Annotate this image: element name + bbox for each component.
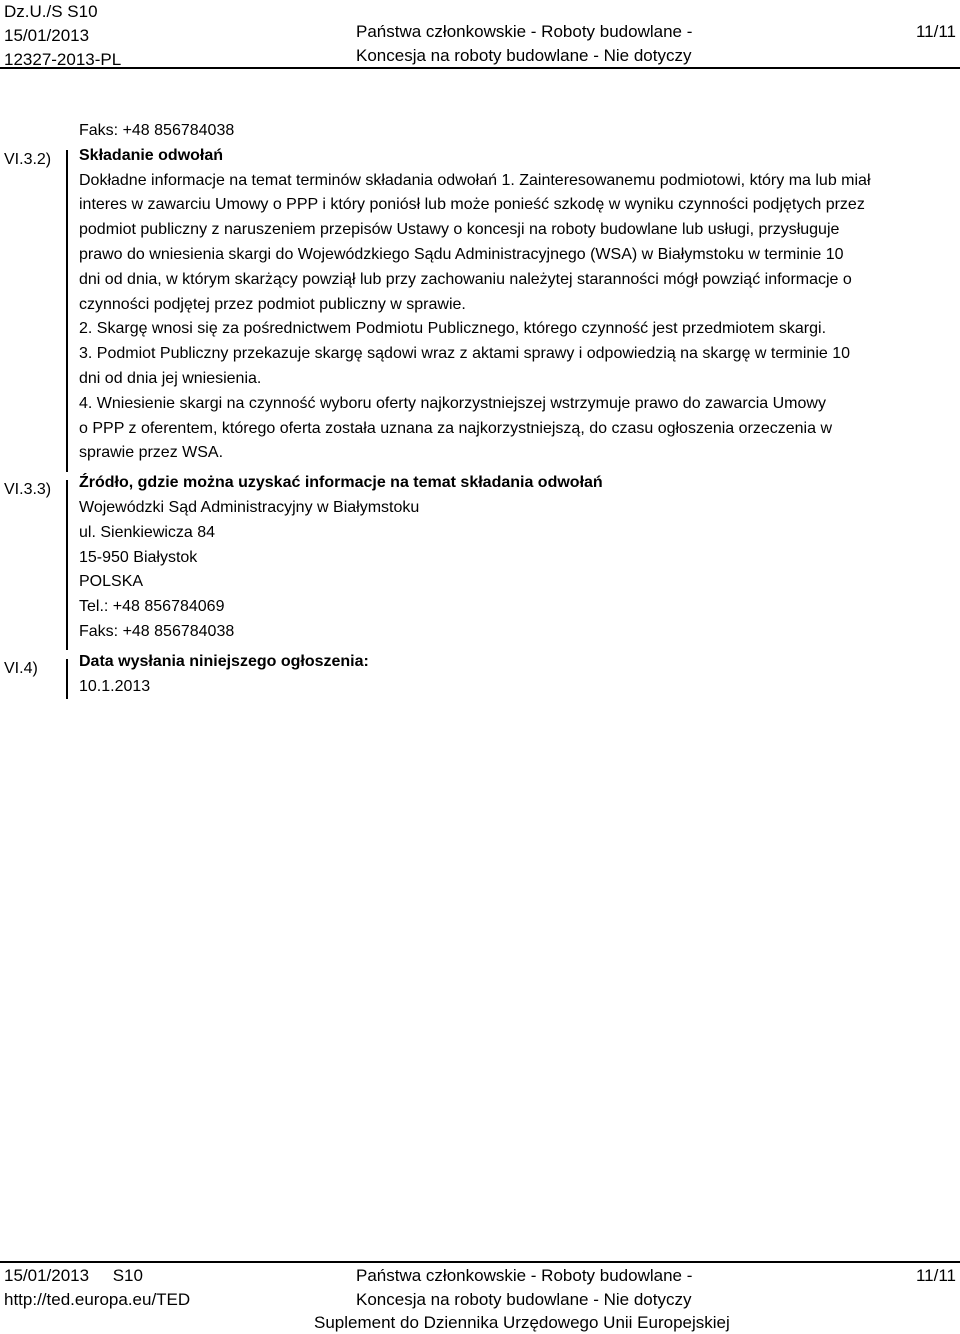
text-line: prawo do wniesienia skargi do Wojewódzkiego Sądu Administracyjnego (WSA) w Białymstoku w terminie 10 [79,245,844,263]
header-notice-type-line1: Państwa członkowskie - Roboty budowlane - [356,22,693,41]
court-fax: Faks: +48 856784038 [79,622,235,640]
top-fax: Faks: +48 856784038 [79,122,235,139]
notice-body [79,119,955,699]
footer-notice-type [356,1264,692,1312]
text-line: 2. Skargę wnosi się za pośrednictwem Podmiotu Publicznego, którego czynność jest przedmiotem skargi. [79,320,827,338]
header-notice-type [356,20,692,68]
footer-date-series: 15/01/2013 S10 [4,1266,143,1285]
footer-ted-link[interactable]: http://ted.europa.eu/TED [4,1290,191,1309]
court-name: Wojewódzki Sąd Administracyjny w Białymstoku [79,498,420,516]
section-heading-vi33: Źródło, gdzie można uzyskać informacje na temat składania odwołań [79,474,603,492]
header-page-number: 11/11 [915,22,956,41]
header-notice-number: 12327-2013-PL [4,50,122,69]
section-bar-vi4 [66,659,68,699]
text-line: dni od dnia jej wniesienia. [79,369,262,387]
footer-doc-ref [4,1264,190,1312]
text-line: 3. Podmiot Publiczny przekazuje skargę sądowi wraz z aktami sprawy i odpowiedzią na skargę w terminie 10 [79,345,851,363]
section-bar-vi32 [66,150,68,472]
header-doc-ref [4,0,121,72]
footer-notice-type-line1: Państwa członkowskie - Roboty budowlane - [356,1266,693,1285]
text-line: 4. Wniesienie skargi na czynność wyboru oferty najkorzystniejszej wstrzymuje prawo do zawarcia Umowy [79,394,826,412]
header-date: 15/01/2013 [4,26,90,45]
court-phone: Tel.: +48 856784069 [79,598,225,616]
dispatch-date: 10.1.2013 [79,677,151,695]
text-line: dni od dnia, w którym skarżący powziął lub przy zachowaniu należytej staranności mógł powziąć informacje o [79,270,852,288]
section-number-vi32: VI.3.2) [4,151,52,168]
section-heading-vi32: Składanie odwołań [79,146,224,164]
header-journal-ref: Dz.U./S S10 [4,2,98,21]
court-street: ul. Sienkiewicza 84 [79,523,216,541]
section-bar-vi33 [66,480,68,650]
section-number-vi33: VI.3.3) [4,481,52,498]
text-line: czynności podjętej przez podmiot publiczny w sprawie. [79,295,466,313]
footer-divider [0,1261,960,1263]
court-city: 15-950 Białystok [79,548,198,566]
footer-page-number: 11/11 [915,1266,956,1285]
header-notice-type-line2: Koncesja na roboty budowlane - Nie dotyczy [356,46,692,65]
text-line: interes w zawarciu Umowy o PPP i który poniósł lub może ponieść szkodę w wyniku czynności podjętych przez [79,196,865,214]
text-line: sprawie przez WSA. [79,444,224,462]
text-line: Dokładne informacje na temat terminów składania odwołań 1. Zainteresowanemu podmiotowi, który ma lub miał [79,171,871,189]
section-number-vi4: VI.4) [4,660,38,677]
header-divider [0,67,960,69]
court-country: POLSKA [79,573,144,591]
section-text-vi32 [79,169,955,467]
text-line: podmiot publiczny z naruszeniem przepisów Ustawy o koncesji na roboty budowlane lub usługi, przysługuje [79,221,840,239]
footer-supplement: Suplement do Dziennika Urzędowego Unii Europejskiej [314,1313,730,1332]
section-heading-vi4: Data wysłania niniejszego ogłoszenia: [79,652,369,670]
section-text-vi33 [79,496,955,645]
footer-notice-type-line2: Koncesja na roboty budowlane - Nie dotyczy [356,1290,692,1309]
text-line: o PPP z oferentem, którego oferta została uznana za najkorzystniejszą, do czasu ogłoszenia orzeczenia w [79,419,833,437]
